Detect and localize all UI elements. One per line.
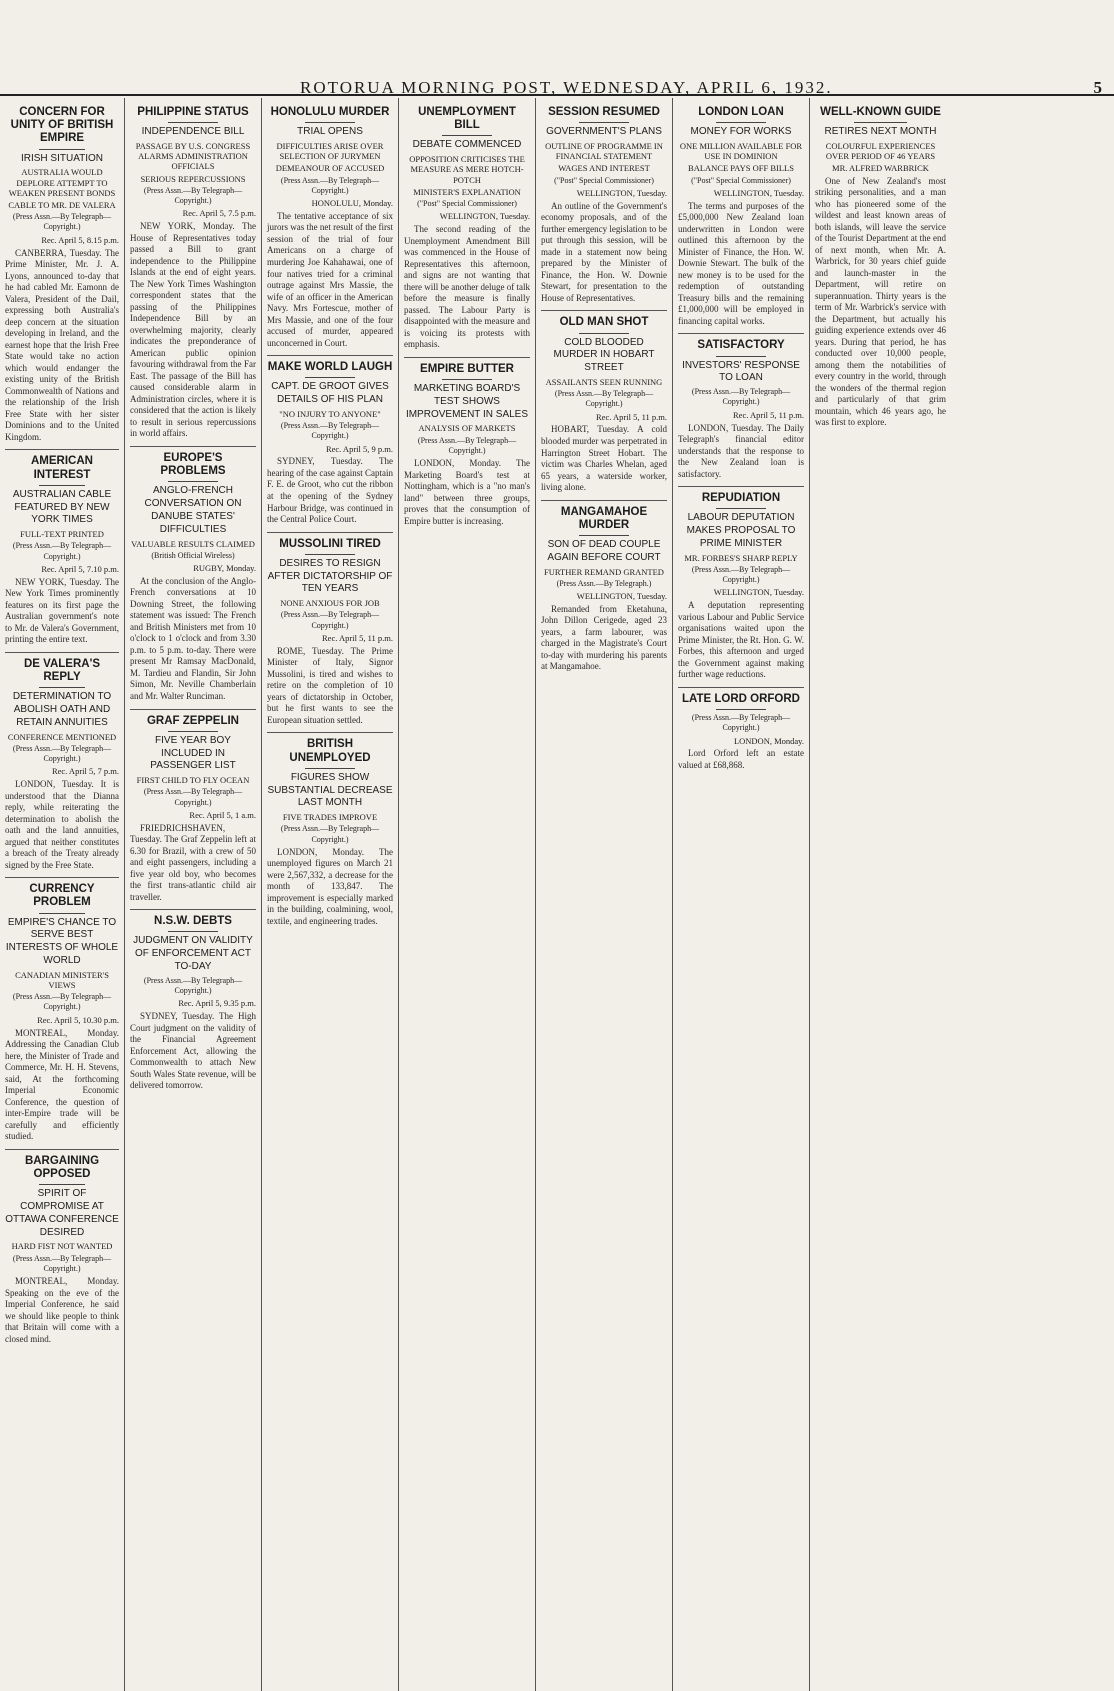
article bbox=[541, 310, 667, 493]
article-body: An outline of the Government's economy proposals, and of the further emergency legislation to be put through this session, will be made in a statement now being prepared by the Minister of Finance, the Hon. W. Downie Stewart, for presentation to the House of Representatives. bbox=[541, 200, 667, 303]
masthead bbox=[0, 0, 1114, 96]
article bbox=[678, 106, 804, 327]
article-subheadline: ANALYSIS OF MARKETS bbox=[418, 423, 516, 434]
dateline: Rec. April 5, 11 p.m. bbox=[733, 409, 804, 420]
headline-rule bbox=[168, 481, 218, 482]
article bbox=[130, 709, 256, 904]
headline-rule bbox=[716, 122, 766, 123]
dateline: Rec. April 5, 7 p.m. bbox=[51, 766, 119, 777]
press-credit: ("Post" Special Commissioner) bbox=[554, 175, 654, 185]
article-headline: CURRENCY PROBLEM bbox=[29, 883, 95, 909]
article-headline: GRAF ZEPPELIN bbox=[146, 714, 239, 727]
article-subheadline: RETIRES NEXT MONTH bbox=[824, 126, 937, 138]
article-subheadline: MINISTER'S EXPLANATION bbox=[413, 186, 521, 197]
article-subheadline: DESIRES TO RESIGN AFTER DICTATORSHIP OF TEN YEARS bbox=[267, 557, 393, 595]
headline-rule bbox=[579, 535, 629, 536]
dateline: Rec. April 5, 11 p.m. bbox=[596, 411, 667, 422]
column-3 bbox=[262, 98, 399, 1691]
press-credit: (Press Assn.—By Telegraph—Copyright.) bbox=[12, 212, 112, 232]
article-subheadline: SON OF DEAD COUPLE AGAIN BEFORE COURT bbox=[547, 539, 661, 563]
article-subheadline: INVESTORS' RESPONSE TO LOAN bbox=[682, 359, 800, 384]
headline-rule bbox=[442, 135, 492, 136]
headline-rule bbox=[168, 931, 218, 932]
press-credit: (Press Assn.—By Telegraph—Copyright.) bbox=[691, 713, 791, 733]
column-4 bbox=[399, 98, 536, 1691]
headline-rule bbox=[39, 1184, 85, 1185]
article bbox=[5, 877, 119, 1143]
article-body: Lord Orford left an estate valued at £68,868. bbox=[678, 748, 804, 770]
article-body: The second reading of the Unemployment Amendment Bill was commenced in the House of Representatives this afternoon, and signs are not wanting that there will be another deluge of talk before the measure is finally passed. The Labour Party is disappointed with the measure and is voicing its protests with emphasis. bbox=[404, 224, 530, 350]
press-credit: (Press Assn.—By Telegraph—Copyright.) bbox=[280, 175, 380, 195]
press-credit: (Press Assn.—By Telegraph.) bbox=[556, 578, 652, 588]
article-subheadline: IRISH SITUATION bbox=[20, 152, 104, 164]
column-7 bbox=[810, 98, 951, 1691]
press-credit: (Press Assn.—By Telegraph—Copyright.) bbox=[12, 541, 112, 561]
article-headline: OLD MAN SHOT bbox=[559, 316, 649, 329]
article bbox=[5, 1149, 119, 1345]
headline-rule bbox=[168, 731, 218, 732]
article-subheadline: COLD BLOODED MURDER IN HOBART STREET bbox=[553, 336, 655, 374]
article-subheadline: HARD FIST NOT WANTED bbox=[11, 1241, 113, 1252]
article-body: MONTREAL, Monday. Addressing the Canadian Club here, the Minister of Trade and Commerce, Mr. H. H. Stevens, said, At the forthcoming Imperial Economic Conference, the question of inter-Empire trade will be carefully and efficiently studied. bbox=[5, 1027, 119, 1142]
article-subheadline: CAPT. DE GROOT GIVES DETAILS OF HIS PLAN bbox=[271, 381, 389, 406]
headline-rule bbox=[716, 709, 766, 710]
article bbox=[267, 532, 393, 727]
article-headline: WELL-KNOWN GUIDE bbox=[820, 106, 941, 118]
press-credit: (Press Assn.—By Telegraph—Copyright.) bbox=[143, 787, 243, 807]
article-body: LONDON, Tuesday. The Daily Telegraph's financial editor understands that the response to the New Zealand loan is satisfactory. bbox=[678, 422, 804, 479]
article-body: The terms and purposes of the £5,000,000 New Zealand loan underwritten in London were outlined this afternoon by the Minister of Finance, the Hon. W. Downie Stewart. The bulk of the new money is to be used for the redemption of outstanding Treasury bills and the remaining £1,000,000 will be employed in financing capital works. bbox=[678, 200, 804, 326]
article-subheadline: TRIAL OPENS bbox=[297, 126, 363, 138]
headline-rule bbox=[39, 149, 85, 150]
article-subheadline: LABOUR DEPUTATION MAKES PROPOSAL TO PRIME MINISTER bbox=[686, 512, 796, 549]
press-credit: ("Post" Special Commissioner) bbox=[691, 175, 791, 185]
article-subheadline: PASSAGE BY U.S. CONGRESS ALARMS ADMINISTRATION OFFICIALS bbox=[135, 141, 251, 172]
article-body: SYDNEY, Tuesday. The High Court judgment on the validity of the Financial Agreement Enforcement Act, allowing the Commonwealth to attach New South Wales State revenue, will be delivered tomorrow. bbox=[130, 1011, 256, 1091]
article-subheadline: DIFFICULTIES ARISE OVER SELECTION OF JURYMEN bbox=[276, 141, 384, 162]
dateline: WELLINGTON, Tuesday. bbox=[713, 187, 804, 198]
article bbox=[541, 500, 667, 673]
press-credit: (Press Assn.—By Telegraph—Copyright.) bbox=[143, 975, 243, 996]
article-subheadline: DEBATE COMMENCED bbox=[412, 139, 522, 151]
article-subheadline: INDEPENDENCE BILL bbox=[141, 126, 245, 138]
press-credit: (Press Assn.—By Telegraph—Copyright.) bbox=[417, 435, 517, 455]
article-subheadline: BALANCE PAYS OFF BILLS bbox=[688, 163, 794, 174]
dateline: Rec. April 5, 9 p.m. bbox=[325, 443, 393, 454]
column-2 bbox=[125, 98, 262, 1691]
article-subheadline: MR. ALFRED WARBRICK bbox=[832, 163, 929, 174]
dateline: Rec. April 5, 8.15 p.m. bbox=[41, 234, 119, 245]
article-subheadline: FIVE TRADES IMPROVE bbox=[282, 812, 378, 823]
article-subheadline: CONFERENCE MENTIONED bbox=[7, 731, 117, 742]
article bbox=[5, 106, 119, 443]
article-headline: N.S.W. DEBTS bbox=[154, 915, 232, 928]
article-subheadline: AUSTRALIAN CABLE FEATURED BY NEW YORK TIMES bbox=[12, 488, 112, 526]
article-headline: LONDON LOAN bbox=[698, 106, 784, 118]
press-credit: (Press Assn.—By Telegraph—Copyright.) bbox=[12, 743, 112, 764]
article bbox=[5, 449, 119, 645]
article-headline: SATISFACTORY bbox=[697, 339, 785, 352]
article-headline: PHILIPPINE STATUS bbox=[137, 106, 249, 118]
article-body: LONDON, Tuesday. It is understood that the Dianna reply, while reiterating the determination to abolish the oath and the land annuities, argued that neither constitutes a breach of the Treaty already signed by the Free State. bbox=[5, 779, 119, 870]
dateline: Rec. April 5, 7.10 p.m. bbox=[41, 563, 119, 574]
article-subheadline: CABLE TO MR. DE VALERA bbox=[8, 200, 116, 211]
dateline: RUGBY, Monday. bbox=[193, 562, 256, 573]
article bbox=[267, 355, 393, 525]
article-body: A deputation representing various Labour and Public Service organisations waited upon the Prime Minister, the Rt. Hon. G. W. Forbes, this afternoon and urged the Government against making further wage reductions. bbox=[678, 600, 804, 680]
column-1 bbox=[0, 98, 125, 1691]
headline-rule bbox=[305, 554, 355, 555]
article bbox=[5, 652, 119, 871]
dateline: HONOLULU, Monday. bbox=[311, 198, 393, 209]
article-subheadline: MONEY FOR WORKS bbox=[690, 126, 792, 138]
article-headline: UNEMPLOYMENT BILL bbox=[418, 106, 516, 132]
article bbox=[678, 687, 804, 772]
headline-rule bbox=[39, 913, 85, 914]
headline-rule bbox=[39, 687, 85, 688]
headline-rule bbox=[854, 122, 906, 123]
article bbox=[541, 106, 667, 304]
article-body: MONTREAL, Monday. Speaking on the eve of the Imperial Conference, he said we should like people to think that Britain will come with a closed mind. bbox=[5, 1276, 119, 1344]
headline-rule bbox=[579, 122, 629, 123]
article-headline: EMPIRE BUTTER bbox=[420, 362, 514, 375]
article-body: One of New Zealand's most striking personalities, and a man who has pioneered some of the wildest and least known areas of both islands, will leave the service of the Tourist Department at the end of next month, when Mr. A. Warbrick, for 30 years chief guide and launch-master in the Department, will retire on superannuation. Thirty years is the term of Mr. Warbrick's service with the Department, but actually his guiding experience extends over 46 years. During that period, he has conducted over 10,000 people, among them the notabilities of every country in the world, through the wonders of the thermal region and particularly of that grim mountain, which 46 years ago, he was first to explore. bbox=[815, 175, 946, 428]
article bbox=[678, 486, 804, 681]
article-subheadline: FULL-TEXT PRINTED bbox=[20, 529, 104, 540]
article-body: HOBART, Tuesday. A cold blooded murder was perpetrated in Harrington Street Hobart. The victim was Charles Whelan, aged 65 years, a waterside worker, living alone. bbox=[541, 424, 667, 493]
article bbox=[404, 106, 530, 351]
press-credit: (Press Assn.—By Telegraph—Copyright.) bbox=[554, 389, 654, 409]
article-headline: HONOLULU MURDER bbox=[270, 106, 390, 118]
article-headline: REPUDIATION bbox=[701, 492, 781, 505]
article-body: At the conclusion of the Anglo-French conversations at 10 Downing Street, the following statement was issued: The French and British Ministers met from 10 o'clock to 1 o'clock and from 3.30 p.m. to 5 p.m. to-day. There were present Mr Ramsay MacDonald, M. Tardieu and Flandin, Sir John Simon, Mr. Neville Chamberlain and Mr. Walter Runciman. bbox=[130, 575, 256, 701]
article-headline: MUSSOLINI TIRED bbox=[279, 537, 381, 550]
article-headline: CONCERN FOR UNITY OF BRITISH EMPIRE bbox=[10, 106, 114, 145]
article bbox=[130, 446, 256, 703]
headline-rule bbox=[716, 508, 766, 509]
article-subheadline: ASSAILANTS SEEN RUNNING bbox=[545, 376, 663, 387]
article-subheadline: FURTHER REMAND GRANTED bbox=[544, 566, 664, 577]
press-credit: (Press Assn.—By Telegraph—Copyright.) bbox=[12, 992, 112, 1012]
article-body: Remanded from Eketahuna, John Dillon Cerigede, aged 23 years, a farm labourer, was charged in the Magistrate's Court to-day with murdering his parents at Mangamahoe. bbox=[541, 603, 667, 672]
article-subheadline: CANADIAN MINISTER'S VIEWS bbox=[15, 969, 109, 991]
article-subheadline: AUSTRALIA WOULD DEPLORE ATTEMPT TO WEAKEN PRESENT BONDS bbox=[8, 167, 116, 198]
article-headline: EUROPE'S PROBLEMS bbox=[160, 451, 226, 478]
article bbox=[267, 106, 393, 349]
article-subheadline: MARKETING BOARD'S TEST SHOWS IMPROVEMENT IN SALES bbox=[405, 382, 529, 420]
headline-rule bbox=[442, 379, 492, 380]
press-credit: (Press Assn.—By Telegraph—Copyright.) bbox=[280, 824, 380, 844]
article-subheadline: OPPOSITION CRITICISES THE MEASURE AS MERE HOTCH-POTCH bbox=[409, 154, 525, 185]
article-headline: BRITISH UNEMPLOYED bbox=[289, 738, 371, 764]
column-6 bbox=[673, 98, 810, 1691]
article-body: LONDON, Monday. The unemployed figures on March 21 were 2,567,332, a decrease for the month of 133,847. The improvement is especially marked in the building, coalmining, wool, textile, and engineering trades. bbox=[267, 846, 393, 926]
press-credit: (Press Assn.—By Telegraph—Copyright.) bbox=[691, 387, 791, 407]
article-subheadline: SERIOUS REPERCUSSIONS bbox=[140, 173, 246, 184]
article-body: The tentative acceptance of six jurors was the net result of the first session of the trial of four Americans on a charge of murdering Joe Kahahawai, one of four natives tried for a criminal outrage against Mrs Massie, the wife of an officer in the American Navy. Mrs Fortescue, mother of Mrs Massie, and one of the four accused of murder, appeared unconcerned in Court. bbox=[267, 210, 393, 348]
dateline: Rec. April 5, 11 p.m. bbox=[322, 632, 393, 643]
article-body: NEW YORK, Tuesday. The New York Times prominently features on its first page the Australian government's note to Mr. de Valera's Government, printing the entire text. bbox=[5, 576, 119, 645]
press-credit: (Press Assn.—By Telegraph—Copyright.) bbox=[280, 421, 380, 441]
article-body: FRIEDRICHSHAVEN, Tuesday. The Graf Zeppelin left at 6.30 for Brazil, with a crew of 50 and eight passengers, including a five year old boy, who becomes the first trans-atlantic child air traveller. bbox=[130, 822, 256, 902]
masthead-title: ROTORUA MORNING POST, WEDNESDAY, APRIL 6, 1932. bbox=[300, 78, 833, 97]
article-subheadline: "NO INJURY TO ANYONE" bbox=[279, 408, 381, 419]
article-subheadline: GOVERNMENT'S PLANS bbox=[546, 126, 662, 138]
article-subheadline: DETERMINATION TO ABOLISH OATH AND RETAIN ANNUITIES bbox=[12, 691, 112, 728]
article-subheadline: OUTLINE OF PROGRAMME IN FINANCIAL STATEMENT bbox=[545, 141, 663, 162]
article-subheadline: EMPIRE'S CHANCE TO SERVE BEST INTERESTS OF WHOLE WORLD bbox=[5, 916, 119, 967]
article-headline: DE VALERA'S REPLY bbox=[23, 657, 100, 683]
article-headline: LATE LORD ORFORD bbox=[682, 692, 800, 705]
newspaper-columns bbox=[0, 98, 1114, 1691]
article-subheadline: FIVE YEAR BOY INCLUDED IN PASSENGER LIST bbox=[150, 734, 236, 772]
article bbox=[267, 732, 393, 927]
article-subheadline: WAGES AND INTEREST bbox=[558, 163, 650, 174]
article-body: ROME, Tuesday. The Prime Minister of Italy, Signor Mussolini, is tired and wishes to retire on the completion of 10 years of dictatorship in October, but he first wants to see the European situation settled. bbox=[267, 645, 393, 725]
headline-rule bbox=[716, 356, 766, 357]
article-subheadline: NONE ANXIOUS FOR JOB bbox=[280, 598, 380, 609]
dateline: Rec. April 5, 9.35 p.m. bbox=[178, 998, 256, 1009]
article-headline: BARGAINING OPPOSED bbox=[24, 1154, 100, 1180]
article-subheadline: FIGURES SHOW SUBSTANTIAL DECREASE LAST MONTH bbox=[267, 771, 393, 809]
headline-rule bbox=[39, 485, 85, 486]
dateline: WELLINGTON, Tuesday. bbox=[439, 211, 530, 222]
article-subheadline: ANGLO-FRENCH CONVERSATION ON DANUBE STATES' DIFFICULTIES bbox=[144, 485, 242, 535]
article-body: CANBERRA, Tuesday. The Prime Minister, Mr. J. A. Lyons, announced to-day that he had cabled Mr. Eamonn de Valera, President of the Dail, expressing both Australia's deep concern at the situation developing in Ireland, and the earnest hope that the Irish Free State would take no action which would endanger the existing unity of the British Commonwealth of Nations and the relationship of the Irish Free State with her sister Dominions and to the United Kingdom. bbox=[5, 247, 119, 442]
article-headline: SESSION RESUMED bbox=[548, 106, 660, 118]
article-body: LONDON, Monday. The Marketing Board's test at Nottingham, which is a "no man's land" between three groups, proves that the consumption of Empire butter is increasing. bbox=[404, 458, 530, 526]
dateline: Rec. April 5, 10.30 p.m. bbox=[37, 1014, 119, 1025]
page-number: 5 bbox=[1093, 78, 1102, 97]
press-credit: (British Official Wireless) bbox=[151, 550, 235, 560]
headline-rule bbox=[579, 333, 629, 334]
article-subheadline: SPIRIT OF COMPROMISE AT OTTAWA CONFERENCE DESIRED bbox=[5, 1188, 119, 1238]
article-subheadline: FIRST CHILD TO FLY OCEAN bbox=[136, 775, 250, 786]
press-credit: (Press Assn.—By Telegraph—Copyright.) bbox=[280, 610, 380, 630]
article-headline: MANGAMAHOE MURDER bbox=[560, 505, 648, 531]
press-credit: (Press Assn.—By Telegraph—Copyright.) bbox=[12, 1253, 112, 1273]
article bbox=[130, 106, 256, 440]
article bbox=[130, 909, 256, 1092]
press-credit: ("Post" Special Commissioner) bbox=[417, 198, 517, 208]
dateline: WELLINGTON, Tuesday. bbox=[576, 187, 667, 198]
article-subheadline: MR. FORBES'S SHARP REPLY bbox=[684, 552, 798, 563]
article-body: SYDNEY, Tuesday. The hearing of the case against Captain F. E. de Groot, who cut the ribbon at the opening of the Sydney Harbour Bridge, was continued in the Central Police Court. bbox=[267, 456, 393, 525]
article-subheadline: COLOURFUL EXPERIENCES OVER PERIOD OF 46 YEARS bbox=[825, 141, 936, 162]
article-headline: AMERICAN INTEREST bbox=[31, 455, 93, 481]
article-subheadline: ONE MILLION AVAILABLE FOR USE IN DOMINION bbox=[679, 141, 803, 162]
press-credit: (Press Assn.—By Telegraph—Copyright.) bbox=[691, 564, 791, 585]
column-5 bbox=[536, 98, 673, 1691]
article-headline: MAKE WORLD LAUGH bbox=[267, 361, 393, 374]
dateline: WELLINGTON, Tuesday. bbox=[576, 591, 667, 602]
dateline: Rec. April 5, 7.5 p.m. bbox=[182, 208, 256, 219]
headline-rule bbox=[305, 377, 355, 378]
article bbox=[678, 333, 804, 480]
headline-rule bbox=[305, 122, 355, 123]
article-subheadline: DEMEANOUR OF ACCUSED bbox=[275, 163, 385, 174]
article-body: NEW YORK, Monday. The House of Representatives today passed a Bill to grant independence to the Philippine Islands at the end of eight years. The New York Times Washington correspondent states that the passing of the Philippines Independence Bill by an overwhelming majority, clearly indicates the preponderance of American public opinion favouring withdrawal from the Far East. The passage of the Bill has caused considerable alarm in Administration circles, where it is considered that the action is likely to result in serious repercussions in world affairs. bbox=[130, 221, 256, 439]
dateline: Rec. April 5, 1 a.m. bbox=[189, 809, 256, 820]
article bbox=[815, 106, 946, 429]
dateline: LONDON, Monday. bbox=[733, 735, 804, 746]
press-credit: (Press Assn.—By Telegraph—Copyright.) bbox=[143, 185, 243, 205]
article-subheadline: JUDGMENT ON VALIDITY OF ENFORCEMENT ACT TO-DAY bbox=[133, 935, 253, 973]
article-subheadline: VALUABLE RESULTS CLAIMED bbox=[131, 538, 255, 549]
article bbox=[404, 357, 530, 527]
headline-rule bbox=[168, 122, 218, 123]
headline-rule bbox=[305, 768, 355, 769]
dateline: WELLINGTON, Tuesday. bbox=[713, 587, 804, 598]
